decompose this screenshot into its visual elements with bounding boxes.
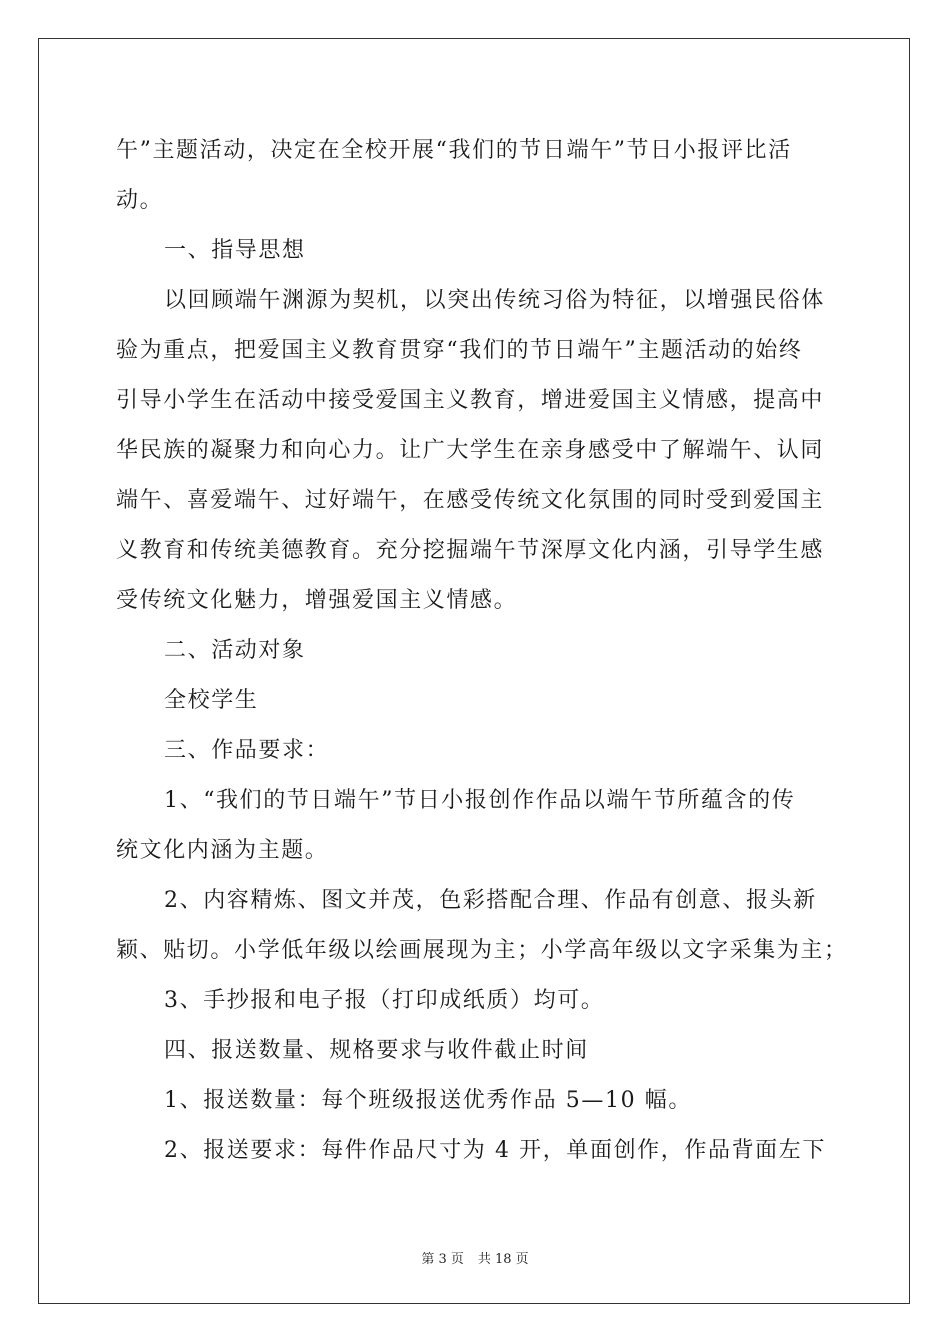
- paragraph-line: 受传统文化魅力，增强爱国主义情感。: [116, 588, 518, 613]
- page-number-total: 共 18 页: [477, 1252, 529, 1267]
- paragraph-line: 华民族的凝聚力和向心力。让广大学生在亲身感受中了解端午、认同: [116, 438, 825, 463]
- paragraph-line: 端午、喜爱端午、过好端午，在感受传统文化氛围的同时受到爱国主: [116, 488, 825, 513]
- paragraph-line: 午”主题活动，决定在全校开展“我们的节日端午”节日小报评比活: [116, 138, 792, 163]
- list-item: 2、报送要求：每件作品尺寸为 4 开，单面创作，作品背面左下: [164, 1138, 826, 1163]
- section-heading: 四、报送数量、规格要求与收件截止时间: [164, 1038, 589, 1063]
- paragraph-line: 以回顾端午渊源为契机，以突出传统习俗为特征，以增强民俗体: [164, 288, 825, 313]
- list-item: 3、手抄报和电子报（打印成纸质）均可。: [164, 988, 605, 1013]
- list-item: 2、内容精炼、图文并茂，色彩搭配合理、作品有创意、报头新: [164, 888, 817, 913]
- paragraph-line: 义教育和传统美德教育。充分挖掘端午节深厚文化内涵，引导学生感: [116, 538, 825, 563]
- list-item: 1、报送数量：每个班级报送优秀作品 5—10 幅。: [164, 1088, 692, 1113]
- section-heading: 一、指导思想: [164, 238, 306, 263]
- paragraph-line: 全校学生: [164, 688, 259, 713]
- list-item: 1、“我们的节日端午”节日小报创作作品以端午节所蕴含的传: [164, 788, 796, 813]
- paragraph-line: 引导小学生在活动中接受爱国主义教育，增进爱国主义情感，提高中: [116, 388, 825, 413]
- paragraph-line: 统文化内涵为主题。: [116, 838, 329, 863]
- section-heading: 二、活动对象: [164, 638, 306, 663]
- page-number-current: 第 3 页: [421, 1252, 464, 1267]
- document-body: [116, 126, 848, 1176]
- paragraph-line: 验为重点，把爱国主义教育贯穿“我们的节日端午”主题活动的始终: [116, 338, 803, 363]
- paragraph-line: 颖、贴切。小学低年级以绘画展现为主；小学高年级以文字采集为主；: [116, 938, 848, 963]
- page-footer: [0, 1248, 950, 1267]
- paragraph-line: 动。: [116, 188, 164, 213]
- section-heading: 三、作品要求：: [164, 738, 330, 763]
